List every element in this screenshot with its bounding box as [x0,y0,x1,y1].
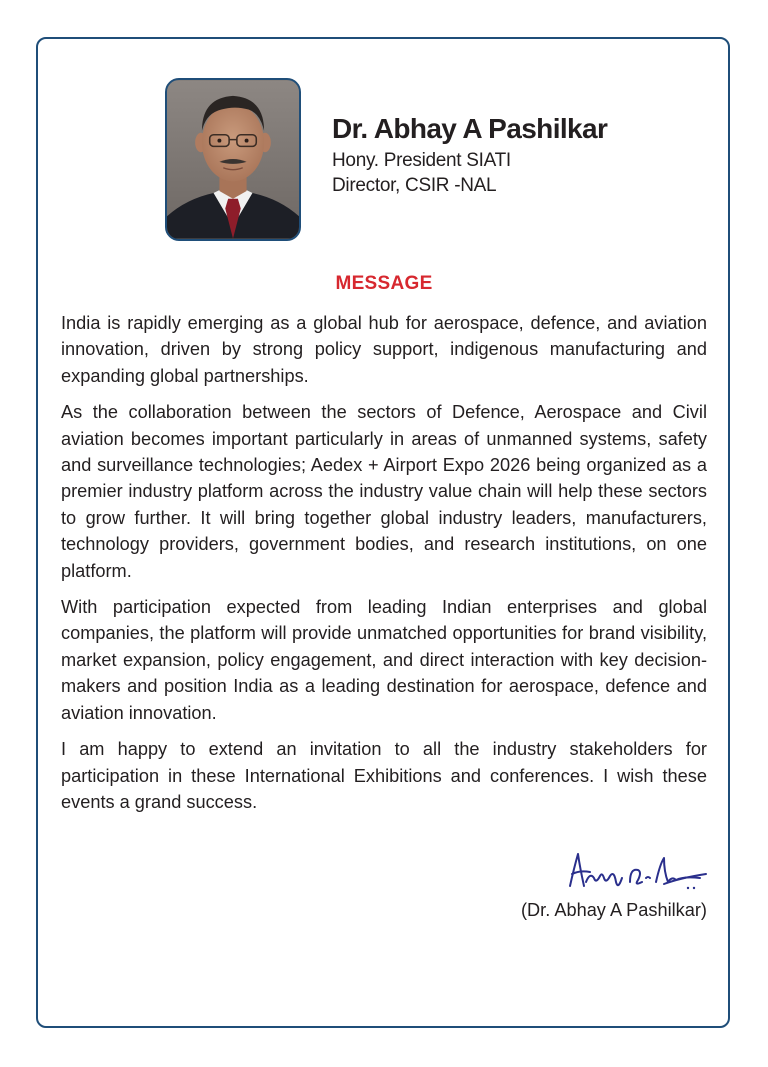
handwritten-signature [560,848,712,898]
person-title-president: Hony. President SIATI [332,150,511,171]
person-title-director: Director, CSIR -NAL [332,175,497,196]
message-paragraph: I am happy to extend an invitation to all the industry stakeholders for participation in these International Exhibitions and conferences. I wish these events a grand success. [61,739,707,812]
person-name: Dr. Abhay A Pashilkar [332,113,608,144]
message-paragraph: India is rapidly emerging as a global hub for aerospace, defence, and aviation innovation, driven by strong policy support, indigenous manufacturing and expanding global partnerships. [61,313,707,386]
signatory-name: (Dr. Abhay A Pashilkar) [520,900,707,920]
message-heading: MESSAGE [335,273,433,294]
message-paragraph: As the collaboration between the sectors of Defence, Aerospace and Civil aviation becomes important particularly in areas of unmanned systems, safety and surveillance technologies; Aedex + Airport Expo 2026 being organized as a premier industry platform across the industry value chain will help these sectors to grow further. It will bring together global industry leaders, manufacturers, technology providers, government bodies, and research institutions, on one platform. [61,402,707,581]
portrait-image [167,80,299,239]
message-body [61,310,707,825]
portrait-photo [165,78,301,241]
message-paragraph: With participation expected from leading Indian enterprises and global companies, the platform will provide unmatched opportunities for brand visibility, market expansion, policy engagement, and direct interaction with key decision-makers and position India as a leading destination for aerospace, defence and aviation innovation. [61,597,707,723]
signature-image [560,848,712,898]
